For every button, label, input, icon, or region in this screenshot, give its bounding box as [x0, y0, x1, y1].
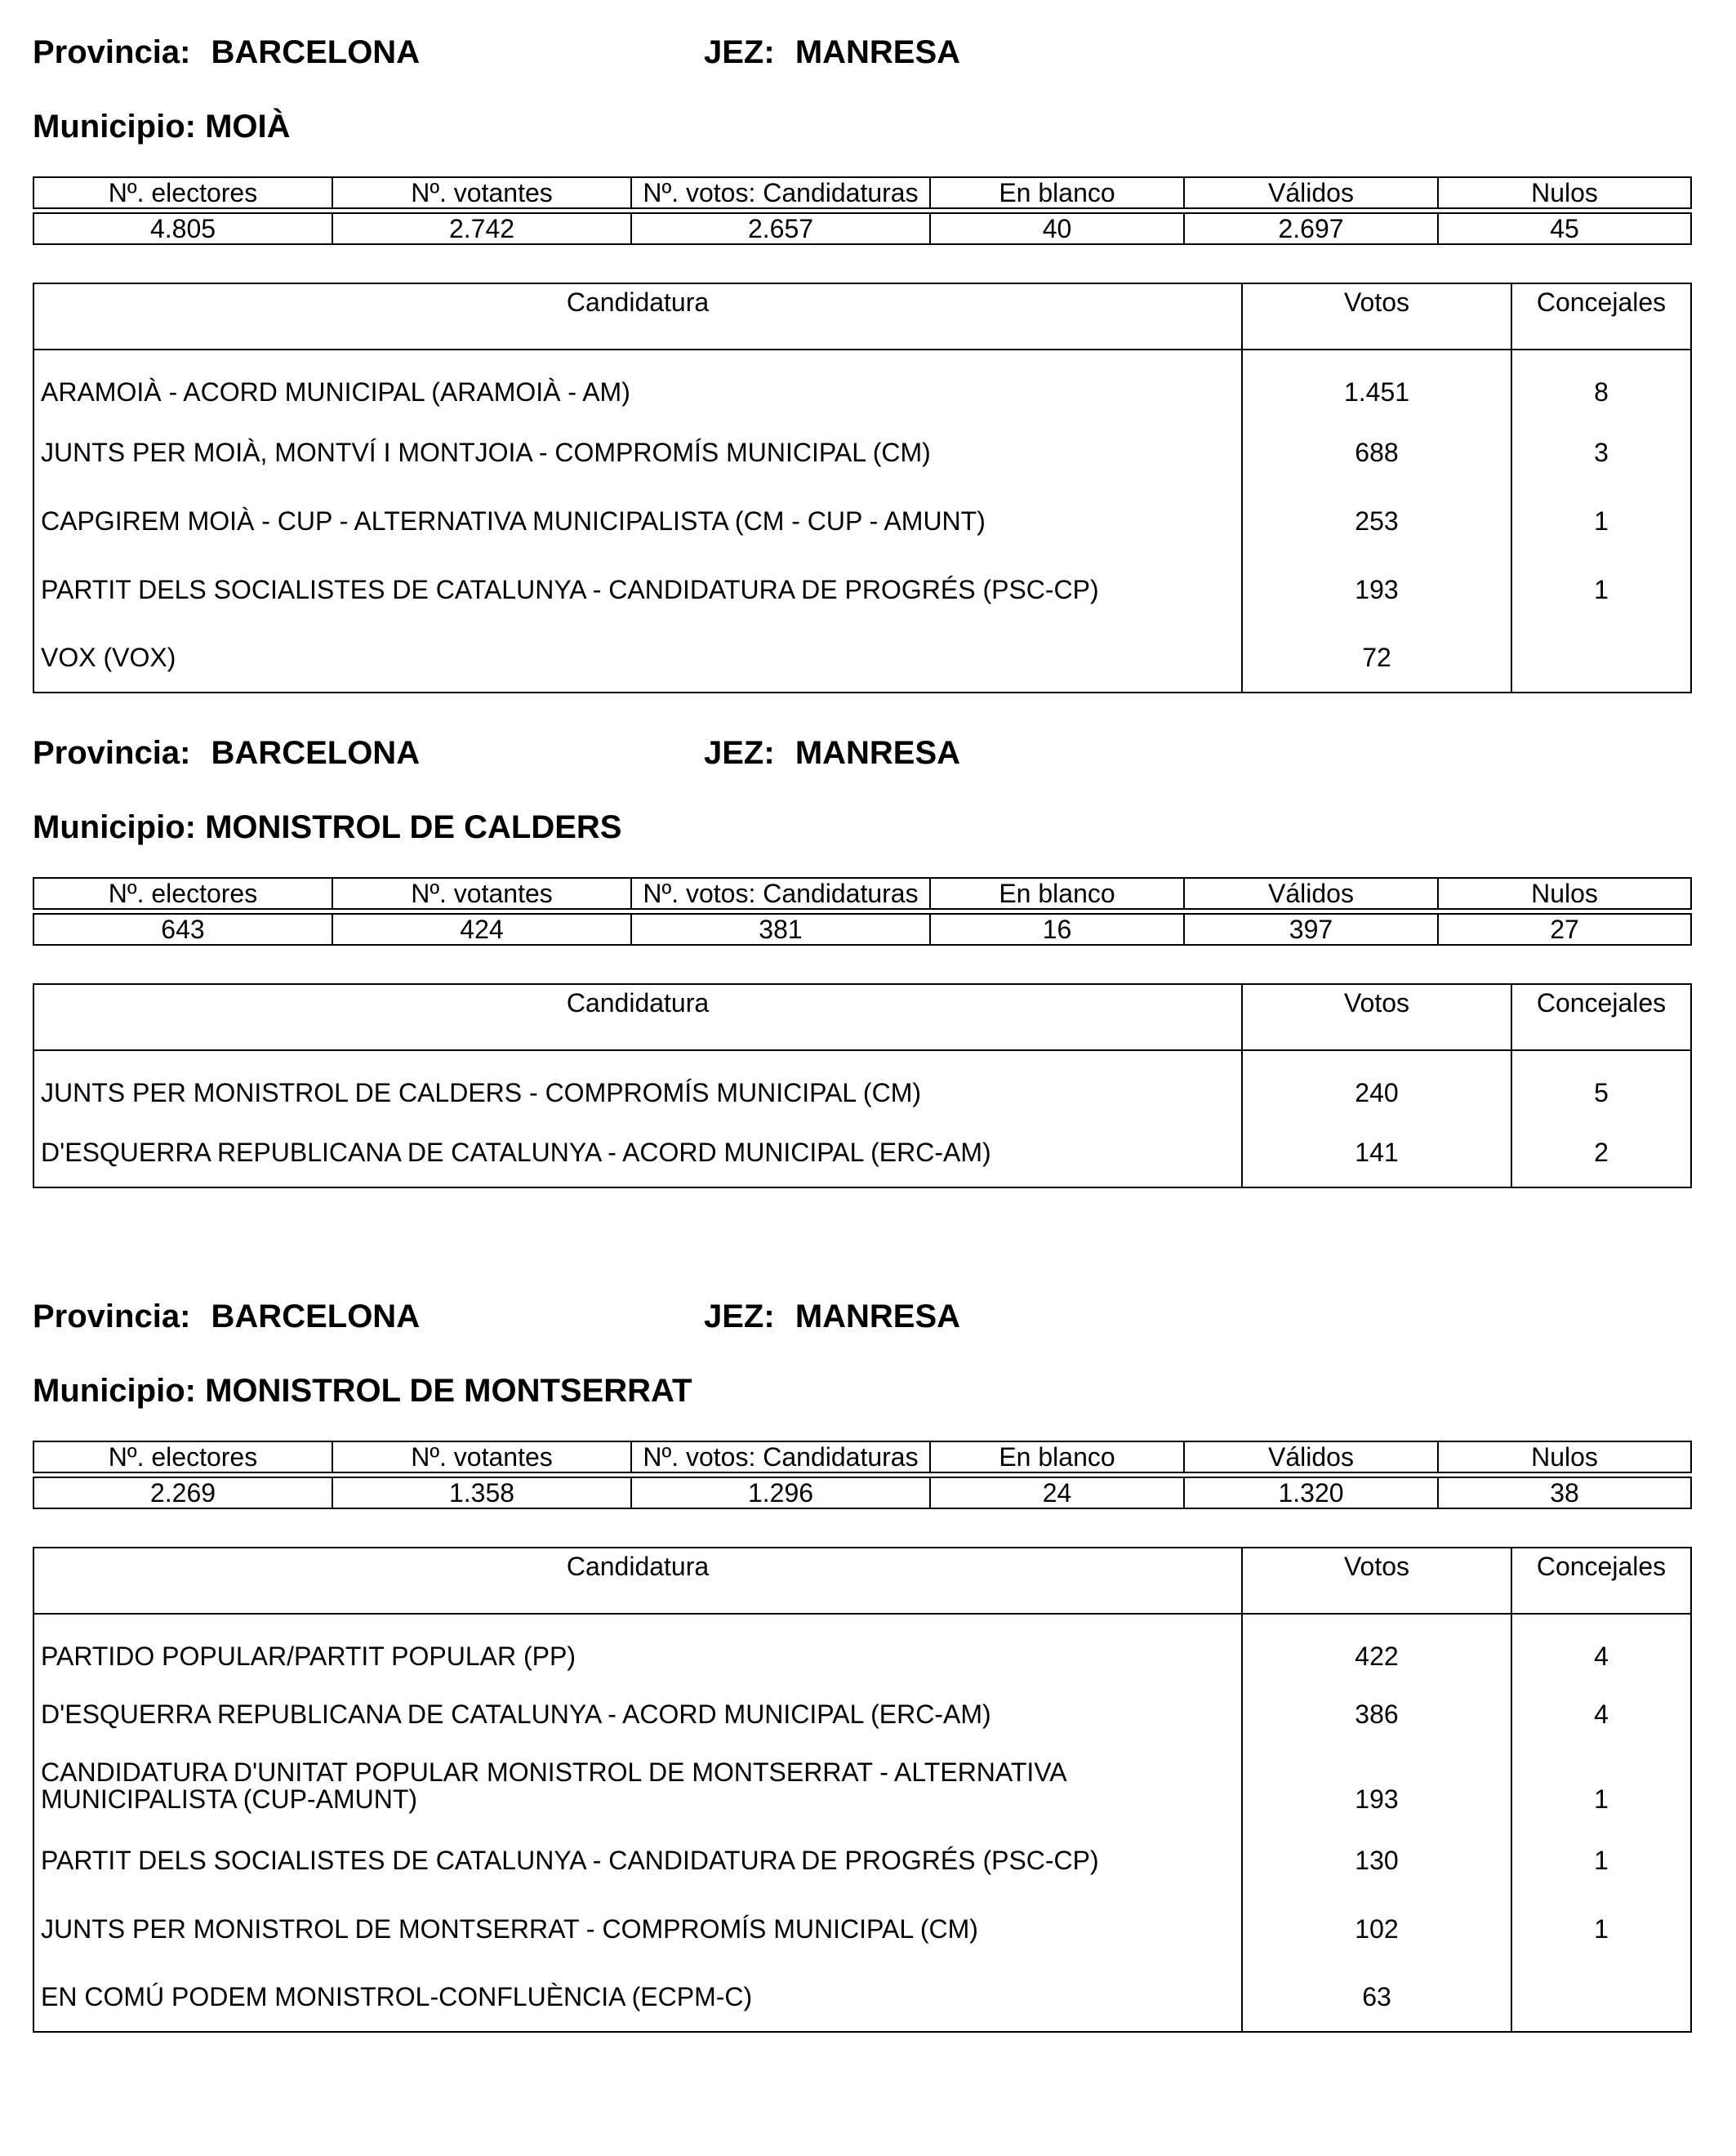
provincia-value: BARCELONA — [211, 735, 421, 771]
table-row — [33, 1119, 1691, 1187]
candidate-votos: 63 — [1242, 1963, 1511, 2032]
candidate-name: PARTIT DELS SOCIALISTES DE CATALUNYA - CANDIDATURA DE PROGRÉS (PSC-CP) — [33, 555, 1242, 624]
jez-line — [704, 36, 960, 69]
candidate-votos: 102 — [1242, 1895, 1511, 1963]
section-monistrol-de-montserrat — [33, 1266, 1690, 2123]
candidate-votos: 130 — [1242, 1826, 1511, 1895]
table-row — [33, 624, 1691, 693]
stats-value-electores: 2.269 — [33, 1477, 332, 1508]
jez-label: JEZ: — [704, 1298, 775, 1334]
results-table — [33, 1547, 1692, 2033]
candidate-concejales: 1 — [1511, 1746, 1691, 1826]
stats-value-electores: 4.805 — [33, 213, 332, 244]
municipio-line — [33, 110, 291, 143]
candidate-name: D'ESQUERRA REPUBLICANA DE CATALUNYA - ACORD MUNICIPAL (ERC-AM) — [33, 1682, 1242, 1746]
stats-header-row — [33, 177, 1691, 208]
stats-header-votos-candidaturas: Nº. votos: Candidaturas — [631, 878, 930, 909]
jez-label: JEZ: — [704, 735, 775, 771]
results-header-votos: Votos — [1242, 283, 1511, 350]
section-monistrol-de-calders — [33, 702, 1690, 1192]
stats-value-votantes: 1.358 — [332, 1477, 631, 1508]
table-row — [33, 1826, 1691, 1895]
municipio-value: MONISTROL DE MONTSERRAT — [205, 1373, 692, 1409]
provincia-value: BARCELONA — [211, 1298, 421, 1334]
results-table — [33, 983, 1692, 1188]
provincia-label: Provincia: — [33, 1298, 191, 1334]
jez-value: MANRESA — [795, 34, 961, 70]
candidate-name: VOX (VOX) — [33, 624, 1242, 693]
results-header-candidatura: Candidatura — [33, 984, 1242, 1050]
stats-value-row — [33, 1477, 1691, 1508]
jez-value: MANRESA — [795, 735, 961, 771]
stats-header-electores: Nº. electores — [33, 1441, 332, 1472]
stats-value-en-blanco: 24 — [930, 1477, 1184, 1508]
results-header-concejales: Concejales — [1511, 283, 1691, 350]
results-table — [33, 283, 1692, 693]
candidate-concejales: 1 — [1511, 555, 1691, 624]
municipio-line — [33, 811, 621, 844]
results-header-row — [33, 984, 1691, 1050]
candidate-name: PARTIDO POPULAR/PARTIT POPULAR (PP) — [33, 1614, 1242, 1682]
municipio-value: MOIÀ — [205, 109, 291, 145]
candidate-concejales: 5 — [1511, 1050, 1691, 1119]
stats-value-votos-candidaturas: 1.296 — [631, 1477, 930, 1508]
results-header-votos: Votos — [1242, 1548, 1511, 1614]
stats-header-nulos: Nulos — [1438, 177, 1691, 208]
stats-header-row — [33, 878, 1691, 909]
results-header-votos: Votos — [1242, 984, 1511, 1050]
stats-header-validos: Válidos — [1184, 878, 1438, 909]
stats-value-votos-candidaturas: 2.657 — [631, 213, 930, 244]
municipio-value: MONISTROL DE CALDERS — [205, 809, 622, 845]
stats-value-validos: 1.320 — [1184, 1477, 1438, 1508]
stats-header-validos: Válidos — [1184, 177, 1438, 208]
stats-header-votantes: Nº. votantes — [332, 1441, 631, 1472]
candidate-name: CANDIDATURA D'UNITAT POPULAR MONISTROL DE MONTSERRAT - ALTERNATIVA MUNICIPALISTA (CUP-AMUNT) — [33, 1746, 1242, 1826]
stats-value-votantes: 2.742 — [332, 213, 631, 244]
candidate-votos: 141 — [1242, 1119, 1511, 1187]
stats-header-electores: Nº. electores — [33, 177, 332, 208]
stats-value-nulos: 38 — [1438, 1477, 1691, 1508]
stats-header-en-blanco: En blanco — [930, 1441, 1184, 1472]
jez-line — [704, 1300, 960, 1333]
candidate-votos: 688 — [1242, 418, 1511, 487]
table-row — [33, 1963, 1691, 2032]
provincia-label: Provincia: — [33, 735, 191, 771]
municipio-label: Municipio: — [33, 809, 196, 845]
results-header-candidatura: Candidatura — [33, 283, 1242, 350]
results-header-candidatura: Candidatura — [33, 1548, 1242, 1614]
stats-table — [33, 1441, 1692, 1509]
candidate-name: ARAMOIÀ - ACORD MUNICIPAL (ARAMOIÀ - AM) — [33, 350, 1242, 418]
stats-value-votos-candidaturas: 381 — [631, 914, 930, 945]
candidate-votos: 240 — [1242, 1050, 1511, 1119]
municipio-label: Municipio: — [33, 109, 196, 145]
candidate-name: D'ESQUERRA REPUBLICANA DE CATALUNYA - ACORD MUNICIPAL (ERC-AM) — [33, 1119, 1242, 1187]
provincia-label: Provincia: — [33, 34, 191, 70]
candidate-concejales: 8 — [1511, 350, 1691, 418]
results-header-row — [33, 283, 1691, 350]
table-row — [33, 487, 1691, 555]
stats-value-row — [33, 213, 1691, 244]
candidate-concejales: 1 — [1511, 487, 1691, 555]
stats-table — [33, 877, 1692, 946]
candidate-name: EN COMÚ PODEM MONISTROL-CONFLUÈNCIA (ECPM-C) — [33, 1963, 1242, 2032]
stats-header-votos-candidaturas: Nº. votos: Candidaturas — [631, 1441, 930, 1472]
table-row — [33, 1614, 1691, 1682]
stats-value-nulos: 45 — [1438, 213, 1691, 244]
results-header-concejales: Concejales — [1511, 984, 1691, 1050]
table-row — [33, 350, 1691, 418]
section-moia — [33, 0, 1690, 702]
stats-header-en-blanco: En blanco — [930, 177, 1184, 208]
candidate-votos: 422 — [1242, 1614, 1511, 1682]
results-header-row — [33, 1548, 1691, 1614]
provincia-value: BARCELONA — [211, 34, 421, 70]
candidate-concejales — [1511, 1963, 1691, 2032]
stats-header-votantes: Nº. votantes — [332, 177, 631, 208]
table-row — [33, 1682, 1691, 1746]
candidate-concejales: 2 — [1511, 1119, 1691, 1187]
candidate-concejales: 4 — [1511, 1682, 1691, 1746]
candidate-votos: 1.451 — [1242, 350, 1511, 418]
candidate-name: PARTIT DELS SOCIALISTES DE CATALUNYA - CANDIDATURA DE PROGRÉS (PSC-CP) — [33, 1826, 1242, 1895]
table-row — [33, 555, 1691, 624]
table-row — [33, 418, 1691, 487]
candidate-votos: 386 — [1242, 1682, 1511, 1746]
stats-table — [33, 176, 1692, 245]
results-header-concejales: Concejales — [1511, 1548, 1691, 1614]
stats-header-votantes: Nº. votantes — [332, 878, 631, 909]
candidate-concejales: 3 — [1511, 418, 1691, 487]
municipio-label: Municipio: — [33, 1373, 196, 1409]
candidate-votos: 72 — [1242, 624, 1511, 693]
jez-label: JEZ: — [704, 34, 775, 70]
provincia-line — [33, 1300, 420, 1333]
table-row — [33, 1895, 1691, 1963]
candidate-concejales: 1 — [1511, 1895, 1691, 1963]
candidate-votos: 253 — [1242, 487, 1511, 555]
candidate-name: JUNTS PER MOIÀ, MONTVÍ I MONTJOIA - COMPROMÍS MUNICIPAL (CM) — [33, 418, 1242, 487]
candidate-name: CAPGIREM MOIÀ - CUP - ALTERNATIVA MUNICIPALISTA (CM - CUP - AMUNT) — [33, 487, 1242, 555]
table-row — [33, 1746, 1691, 1826]
provincia-line — [33, 36, 420, 69]
candidate-concejales: 1 — [1511, 1826, 1691, 1895]
jez-value: MANRESA — [795, 1298, 961, 1334]
municipio-line — [33, 1374, 692, 1407]
stats-header-nulos: Nulos — [1438, 878, 1691, 909]
stats-header-validos: Válidos — [1184, 1441, 1438, 1472]
stats-header-en-blanco: En blanco — [930, 878, 1184, 909]
stats-header-nulos: Nulos — [1438, 1441, 1691, 1472]
stats-header-electores: Nº. electores — [33, 878, 332, 909]
jez-line — [704, 737, 960, 769]
stats-header-votos-candidaturas: Nº. votos: Candidaturas — [631, 177, 930, 208]
candidate-votos: 193 — [1242, 555, 1511, 624]
stats-value-validos: 397 — [1184, 914, 1438, 945]
candidate-votos: 193 — [1242, 1746, 1511, 1826]
stats-value-en-blanco: 40 — [930, 213, 1184, 244]
candidate-concejales — [1511, 624, 1691, 693]
candidate-name: JUNTS PER MONISTROL DE CALDERS - COMPROMÍS MUNICIPAL (CM) — [33, 1050, 1242, 1119]
stats-value-en-blanco: 16 — [930, 914, 1184, 945]
stats-value-validos: 2.697 — [1184, 213, 1438, 244]
stats-value-electores: 643 — [33, 914, 332, 945]
candidate-name: JUNTS PER MONISTROL DE MONTSERRAT - COMPROMÍS MUNICIPAL (CM) — [33, 1895, 1242, 1963]
stats-header-row — [33, 1441, 1691, 1472]
stats-value-row — [33, 914, 1691, 945]
provincia-line — [33, 737, 420, 769]
candidate-concejales: 4 — [1511, 1614, 1691, 1682]
stats-value-votantes: 424 — [332, 914, 631, 945]
stats-value-nulos: 27 — [1438, 914, 1691, 945]
table-row — [33, 1050, 1691, 1119]
